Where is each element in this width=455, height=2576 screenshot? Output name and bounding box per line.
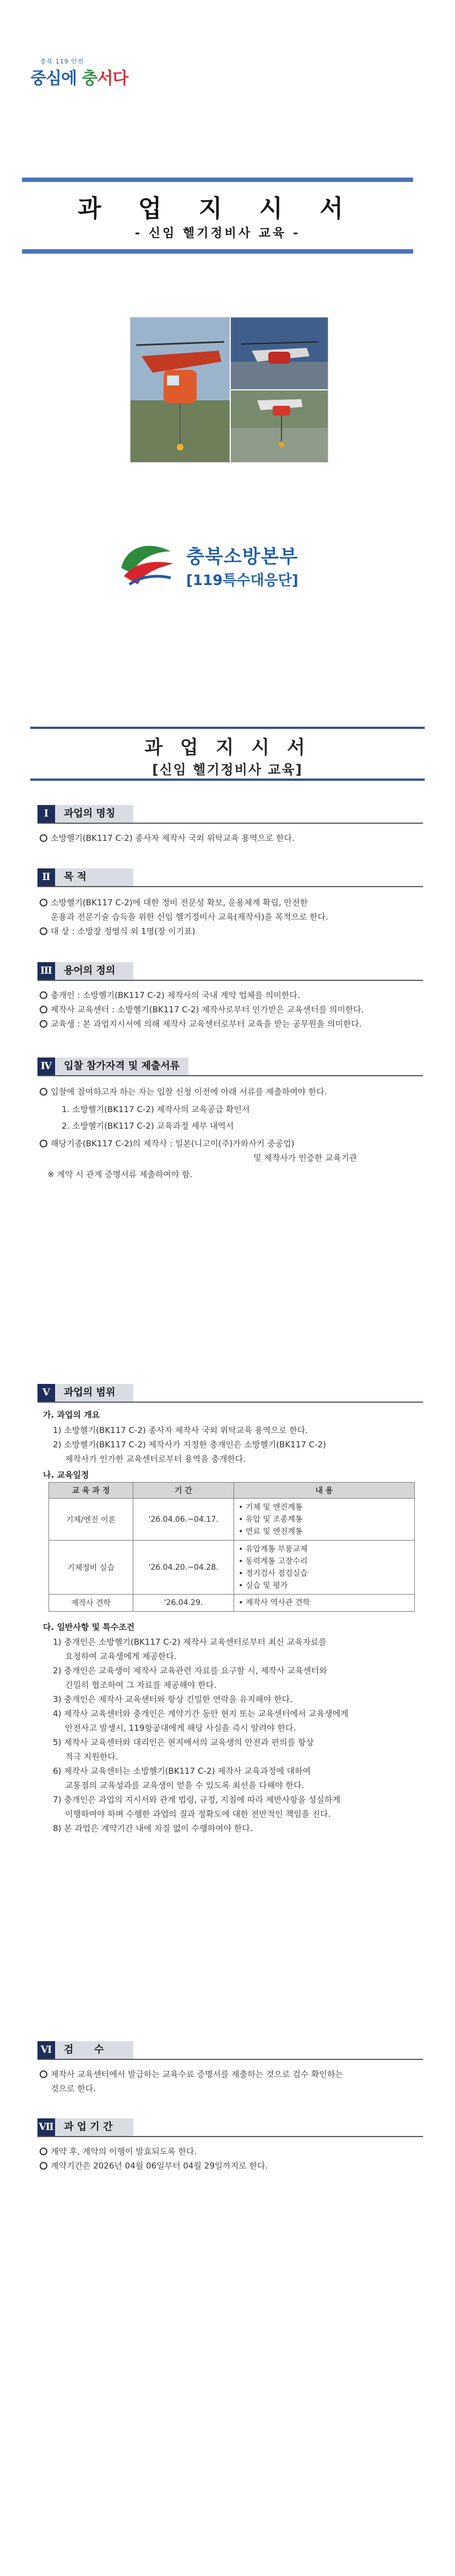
section-label: 목 적 [55,868,133,886]
section-2-header [37,868,423,887]
s4-intro: 입찰에 참여하고자 하는 자는 입찰 신청 이전에 아래 서류를 제출하여야 한다. [40,1085,420,1099]
logo-main-text: 중심에 충서다 [30,69,128,88]
section-number: Ⅳ [37,1058,55,1075]
section-5-header [37,1384,423,1403]
section-number: Ⅱ [37,868,55,886]
cover-bottom-bar [22,249,413,254]
s1-bullet: 소방헬기(BK117 C-2) 종사자 제작사 국외 위탁교육 용역으로 한다. [40,831,420,845]
org-name: 충북소방본부 [186,546,299,568]
doc-bottom-rule [30,779,425,781]
section-number: Ⅴ [37,1384,55,1402]
s5-cond-line: 교통점의 교육성과를 교육생이 얻을 수 있도록 최선을 다해야 한다. [65,1780,305,1790]
brand-logo [30,52,151,102]
content-cell: • 제작사 역사관 견학 [234,1595,415,1612]
s2-bullet-1: 소방헬기(BK117 C-2)에 대한 정비 전문성 확보, 운용체계 확립, 안전한 [40,896,420,910]
circle-bullet-icon [40,1140,47,1147]
s5-conditions-heading: 다. 일반사항 및 특수조건 [43,1622,135,1632]
table-header-cell: 내 용 [234,1483,415,1499]
s5-overview-1: 1) 소방헬기(BK117 C-2) 종사자 제작사 국외 위탁교육 용역으로 한다. [53,1425,308,1435]
s2-bullet-2: 대 상 : 소방장 정영식 외 1명(장 이기표) [40,925,420,938]
circle-bullet-icon [40,1020,47,1028]
s3-bullet-2: 제작사 교육센터 : 소방헬기(BK117 C-2) 제작사로부터 인가받은 교육센터를 의미한다. [40,1003,420,1017]
s5-cond-line: 3) 충개인은 제작사 교육센터와 항상 긴밀한 연락을 유지해야 한다. [53,1694,293,1704]
section-label: 용어의 정의 [55,962,133,980]
doc-subtitle: [신임 헬기정비사 교육] [152,762,303,777]
logo-small-text: 충북 119 안전 [40,58,84,65]
course-cell: 기체/엔진 이론 [49,1499,133,1541]
circle-bullet-icon [40,2162,47,2170]
table-row [49,1595,415,1612]
circle-bullet-icon [40,2070,47,2078]
section-label: 과 업 기 간 [55,2118,133,2136]
cover-top-bar [22,178,413,182]
s5-cond-line: 8) 본 과업은 계약기간 내에 차질 없이 수행하여야 한다. [53,1823,253,1833]
circle-bullet-icon [40,834,47,842]
s4-item-1: 1. 소방헬기(BK117 C-2) 제작사의 교육공급 확인서 [62,1104,250,1114]
course-cell: 기체정비 실습 [49,1541,133,1595]
circle-bullet-icon [40,991,47,999]
org-sub-name: [119특수대응단] [186,572,299,589]
cover-subtitle: - 신임 헬기정비사 교육 - [134,227,301,240]
table-header-cell: 기 간 [133,1483,234,1499]
period-cell: '26.04.20.~04.28. [133,1541,234,1595]
s3-bullet-3: 교육생 : 본 과업지시서에 의해 제작사 교육센터로부터 교육을 받는 공무원을 의미한다. [40,1017,420,1031]
section-7-header [37,2118,423,2137]
s7-bullet-2: 계약기간은 2026년 04월 06일부터 04월 29일까지로 한다. [40,2159,420,2173]
s3-bullet-1: 충개인 : 소방헬기(BK117 C-2) 제작사의 국내 계약 업체를 의미한다. [40,989,420,1002]
s5-cond-line: 긴밀히 협조하여 그 자료를 제공해야 한다. [65,1680,216,1690]
circle-bullet-icon [40,1006,47,1013]
s5-cond-line: 5) 제작사 교육센터와 대리인은 현지에서의 교육생의 안전과 편의를 항상 [53,1737,314,1747]
section-number: Ⅶ [37,2118,55,2136]
table-row [49,1541,415,1595]
section-3-header [37,962,423,981]
s5-schedule-heading: 나. 교육일정 [43,1470,89,1480]
section-number: Ⅲ [37,962,55,980]
section-label: 과업의 범위 [55,1384,133,1402]
s2-line-2: 운용과 전문기술 습득을 위한 신임 헬기정비사 교육(제작사)을 목적으로 한다. [51,912,328,922]
s4-bullet-2: 해당기종(BK117 C-2)의 제작사 : 일본(니고이(주)가와사키 중공업) [40,1137,420,1151]
section-label: 입찰 참가자격 및 제출서류 [55,1058,188,1075]
s6-bullet: 제작사 교육센터에서 발급하는 교육수료 증명서를 제출하는 것으로 검수 확인하는 [40,2068,420,2081]
doc-title: 과 업 지 시 서 [144,737,311,759]
s4-bullet-2-cont: 및 제작사가 인증한 교육기관 [253,1153,358,1163]
section-label: 검 수 [55,2041,133,2059]
section-6-header [37,2041,423,2060]
table-header-row [49,1483,415,1499]
s5-cond-line: 이행하여야 하며 수행한 과업의 질과 정확도에 대한 전반적인 책임을 진다. [65,1809,331,1819]
section-label: 과업의 명칭 [55,805,133,823]
circle-bullet-icon [40,927,47,935]
section-number: Ⅵ [37,2041,55,2059]
s5-cond-line: 4) 제작사 교육센터와 충개인은 계약기간 동안 현지 또는 교육센터에서 교육생에게 [53,1709,349,1719]
content-cell: • 유압계통 부품교체 • 동력계통 고장수리 • 정기검사 점검실습 • 실습 및 평가 [234,1541,415,1595]
org-emblem [116,529,347,601]
s5-cond-line: 2) 충개인은 교육생이 제작사 교육관련 자료를 요구할 시, 제작사 교육센터와 [53,1666,327,1676]
period-cell: '26.04.29. [133,1595,234,1612]
s5-overview-2: 2) 소방헬기(BK117 C-2) 제작사가 지정한 충개인은 소방헬기(BK117 C-2) [53,1440,326,1450]
course-cell: 제작사 견학 [49,1595,133,1612]
s4-item-2: 2. 소방헬기(BK117 C-2) 교육과정 세부 내역서 [62,1121,234,1131]
s5-cond-line: 1) 충개인은 소방헬기(BK117 C-2) 제작사 교육센터로부터 최신 교육자료를 [53,1637,327,1647]
circle-bullet-icon [40,2148,47,2155]
section-number: Ⅰ [37,805,55,823]
s5-cond-line: 6) 제작사 교육센터는 소방헬기(BK117 C-2) 제작사 교육과정에 대하여 [53,1766,311,1776]
content-cell: • 기체 및 엔진계통 • 유압 및 조종계통 • 연료 및 엔진계통 [234,1499,415,1541]
fire-dept-emblem-icon [116,529,177,591]
section-4-header [37,1058,423,1076]
s5-overview-heading: 가. 과업의 개요 [43,1410,100,1420]
helicopter-photo-collage [130,317,328,463]
s5-cond-line: 요청하여 교육생에게 제공한다. [65,1651,177,1661]
training-schedule-table [48,1482,415,1612]
table-header-cell: 교 육 과 정 [49,1483,133,1499]
s5-cond-line: 7) 충개인은 과업의 지시서와 관계 법령, 규정, 지침에 따라 제반사항을 성실하게 [53,1795,340,1805]
s5-cond-line: 적극 지원한다. [65,1752,118,1762]
circle-bullet-icon [40,1088,47,1096]
s5-overview-3: 제작사가 인가한 교육센터로부터 용역을 충개한다. [65,1454,246,1464]
s5-cond-line: 안전사고 발생시, 119항공대에게 해당 사실을 즉시 알려야 한다. [65,1723,296,1733]
period-cell: '26.04.06.~04.17. [133,1499,234,1541]
s7-bullet-1: 계약 후, 계약의 이행이 발효되도록 한다. [40,2145,420,2159]
s6-line-2: 것으로 한다. [51,2084,96,2094]
cover-title: 과 업 지 시 서 [78,195,358,223]
section-1-header [37,805,423,824]
table-row [49,1499,415,1541]
doc-top-rule [30,727,425,729]
helicopter-photo [131,318,328,462]
s4-note: ※ 계약 시 관계 증명서류 제출하여야 함. [47,1169,193,1179]
circle-bullet-icon [40,899,47,906]
